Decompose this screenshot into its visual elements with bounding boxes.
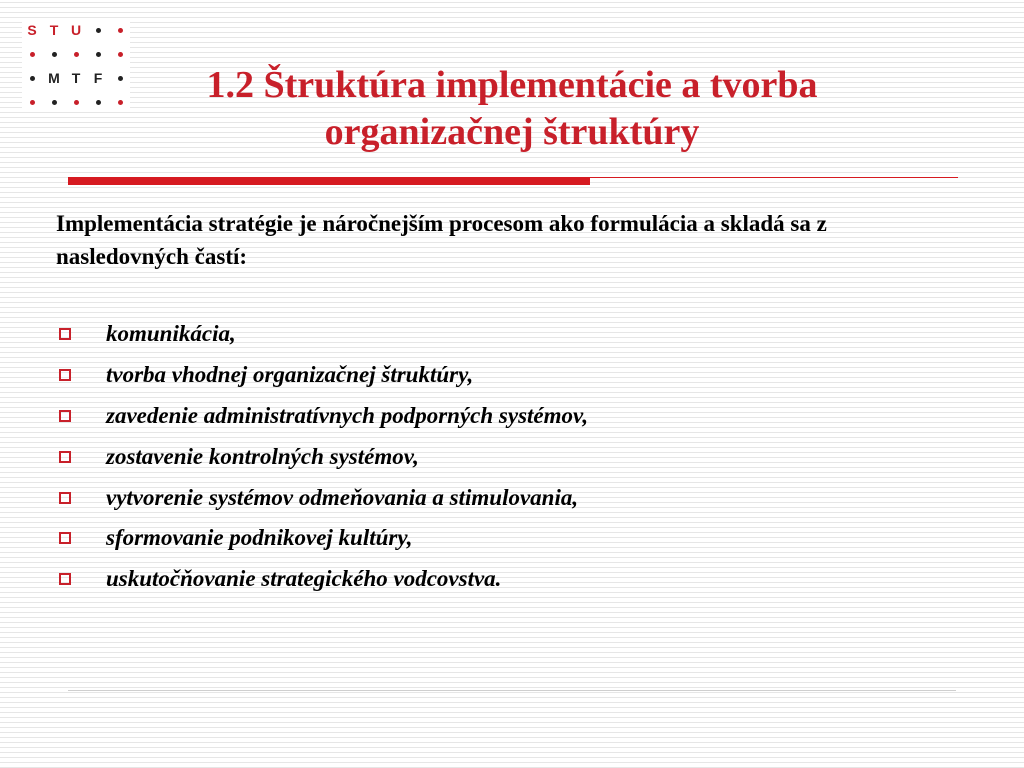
logo-dot — [118, 52, 123, 57]
logo-letter: F — [93, 70, 103, 86]
logo-cell — [44, 92, 64, 112]
logo-dot — [74, 52, 79, 57]
list-item — [56, 355, 588, 396]
square-bullet-icon — [59, 410, 71, 422]
logo-cell — [22, 20, 42, 40]
logo-cell — [44, 68, 64, 88]
logo-dot — [118, 28, 123, 33]
logo-cell — [110, 20, 130, 40]
title-divider-thick — [68, 177, 590, 185]
logo-dot — [96, 28, 101, 33]
logo-dot — [30, 76, 35, 81]
list-item — [56, 314, 588, 355]
slide-title: 1.2 Štruktúra implementácie a tvorba organizačnej štruktúry — [206, 64, 818, 153]
stu-mtf-logo — [22, 20, 130, 112]
logo-dot — [118, 100, 123, 105]
logo-cell — [22, 68, 42, 88]
list-item — [56, 477, 588, 518]
logo-cell — [66, 20, 86, 40]
intro-paragraph: Implementácia stratégie je náročnejším procesom ako formulácia a skladá sa z nasledovných častí: — [56, 211, 827, 269]
logo-letter: T — [71, 70, 81, 86]
logo-cell — [44, 20, 64, 40]
logo-cell — [110, 92, 130, 112]
list-item — [56, 436, 588, 477]
square-bullet-icon — [59, 532, 71, 544]
logo-cell — [110, 68, 130, 88]
logo-dot — [118, 76, 123, 81]
logo-cell — [88, 92, 108, 112]
square-bullet-icon — [59, 328, 71, 340]
list-item — [56, 518, 588, 559]
bullet-text: sformovanie podnikovej kultúry, — [106, 525, 413, 551]
logo-dot — [96, 100, 101, 105]
title-divider-thin — [590, 177, 958, 178]
logo-dot — [74, 100, 79, 105]
logo-cell — [66, 68, 86, 88]
bullet-text: tvorba vhodnej organizačnej štruktúry, — [106, 362, 474, 388]
square-bullet-icon — [59, 492, 71, 504]
logo-dot — [52, 52, 57, 57]
logo-cell — [88, 44, 108, 64]
logo-cell — [66, 92, 86, 112]
list-item — [56, 396, 588, 437]
bullet-text: zostavenie kontrolných systémov, — [106, 443, 419, 469]
logo-dot — [30, 52, 35, 57]
bullet-text: zavedenie administratívnych podporných systémov, — [106, 402, 589, 428]
logo-cell — [66, 44, 86, 64]
logo-cell — [88, 68, 108, 88]
logo-letter: U — [70, 22, 82, 38]
list-item — [56, 559, 588, 600]
logo-dot — [30, 100, 35, 105]
logo-letter: T — [49, 22, 59, 38]
square-bullet-icon — [59, 369, 71, 381]
logo-cell — [44, 44, 64, 64]
logo-cell — [110, 44, 130, 64]
logo-letter: M — [48, 70, 60, 86]
square-bullet-icon — [59, 451, 71, 463]
square-bullet-icon — [59, 573, 71, 585]
bullet-text: vytvorenie systémov odmeňovania a stimulovania, — [106, 484, 579, 510]
logo-cell — [88, 20, 108, 40]
logo-dot — [96, 52, 101, 57]
logo-cell — [22, 44, 42, 64]
bullet-text: uskutočňovanie strategického vodcovstva. — [106, 566, 502, 592]
logo-cell — [22, 92, 42, 112]
bullet-list — [56, 314, 588, 600]
logo-letter: S — [27, 22, 37, 38]
footer-divider — [68, 690, 956, 691]
logo-dot — [52, 100, 57, 105]
bullet-text: komunikácia, — [106, 321, 236, 347]
